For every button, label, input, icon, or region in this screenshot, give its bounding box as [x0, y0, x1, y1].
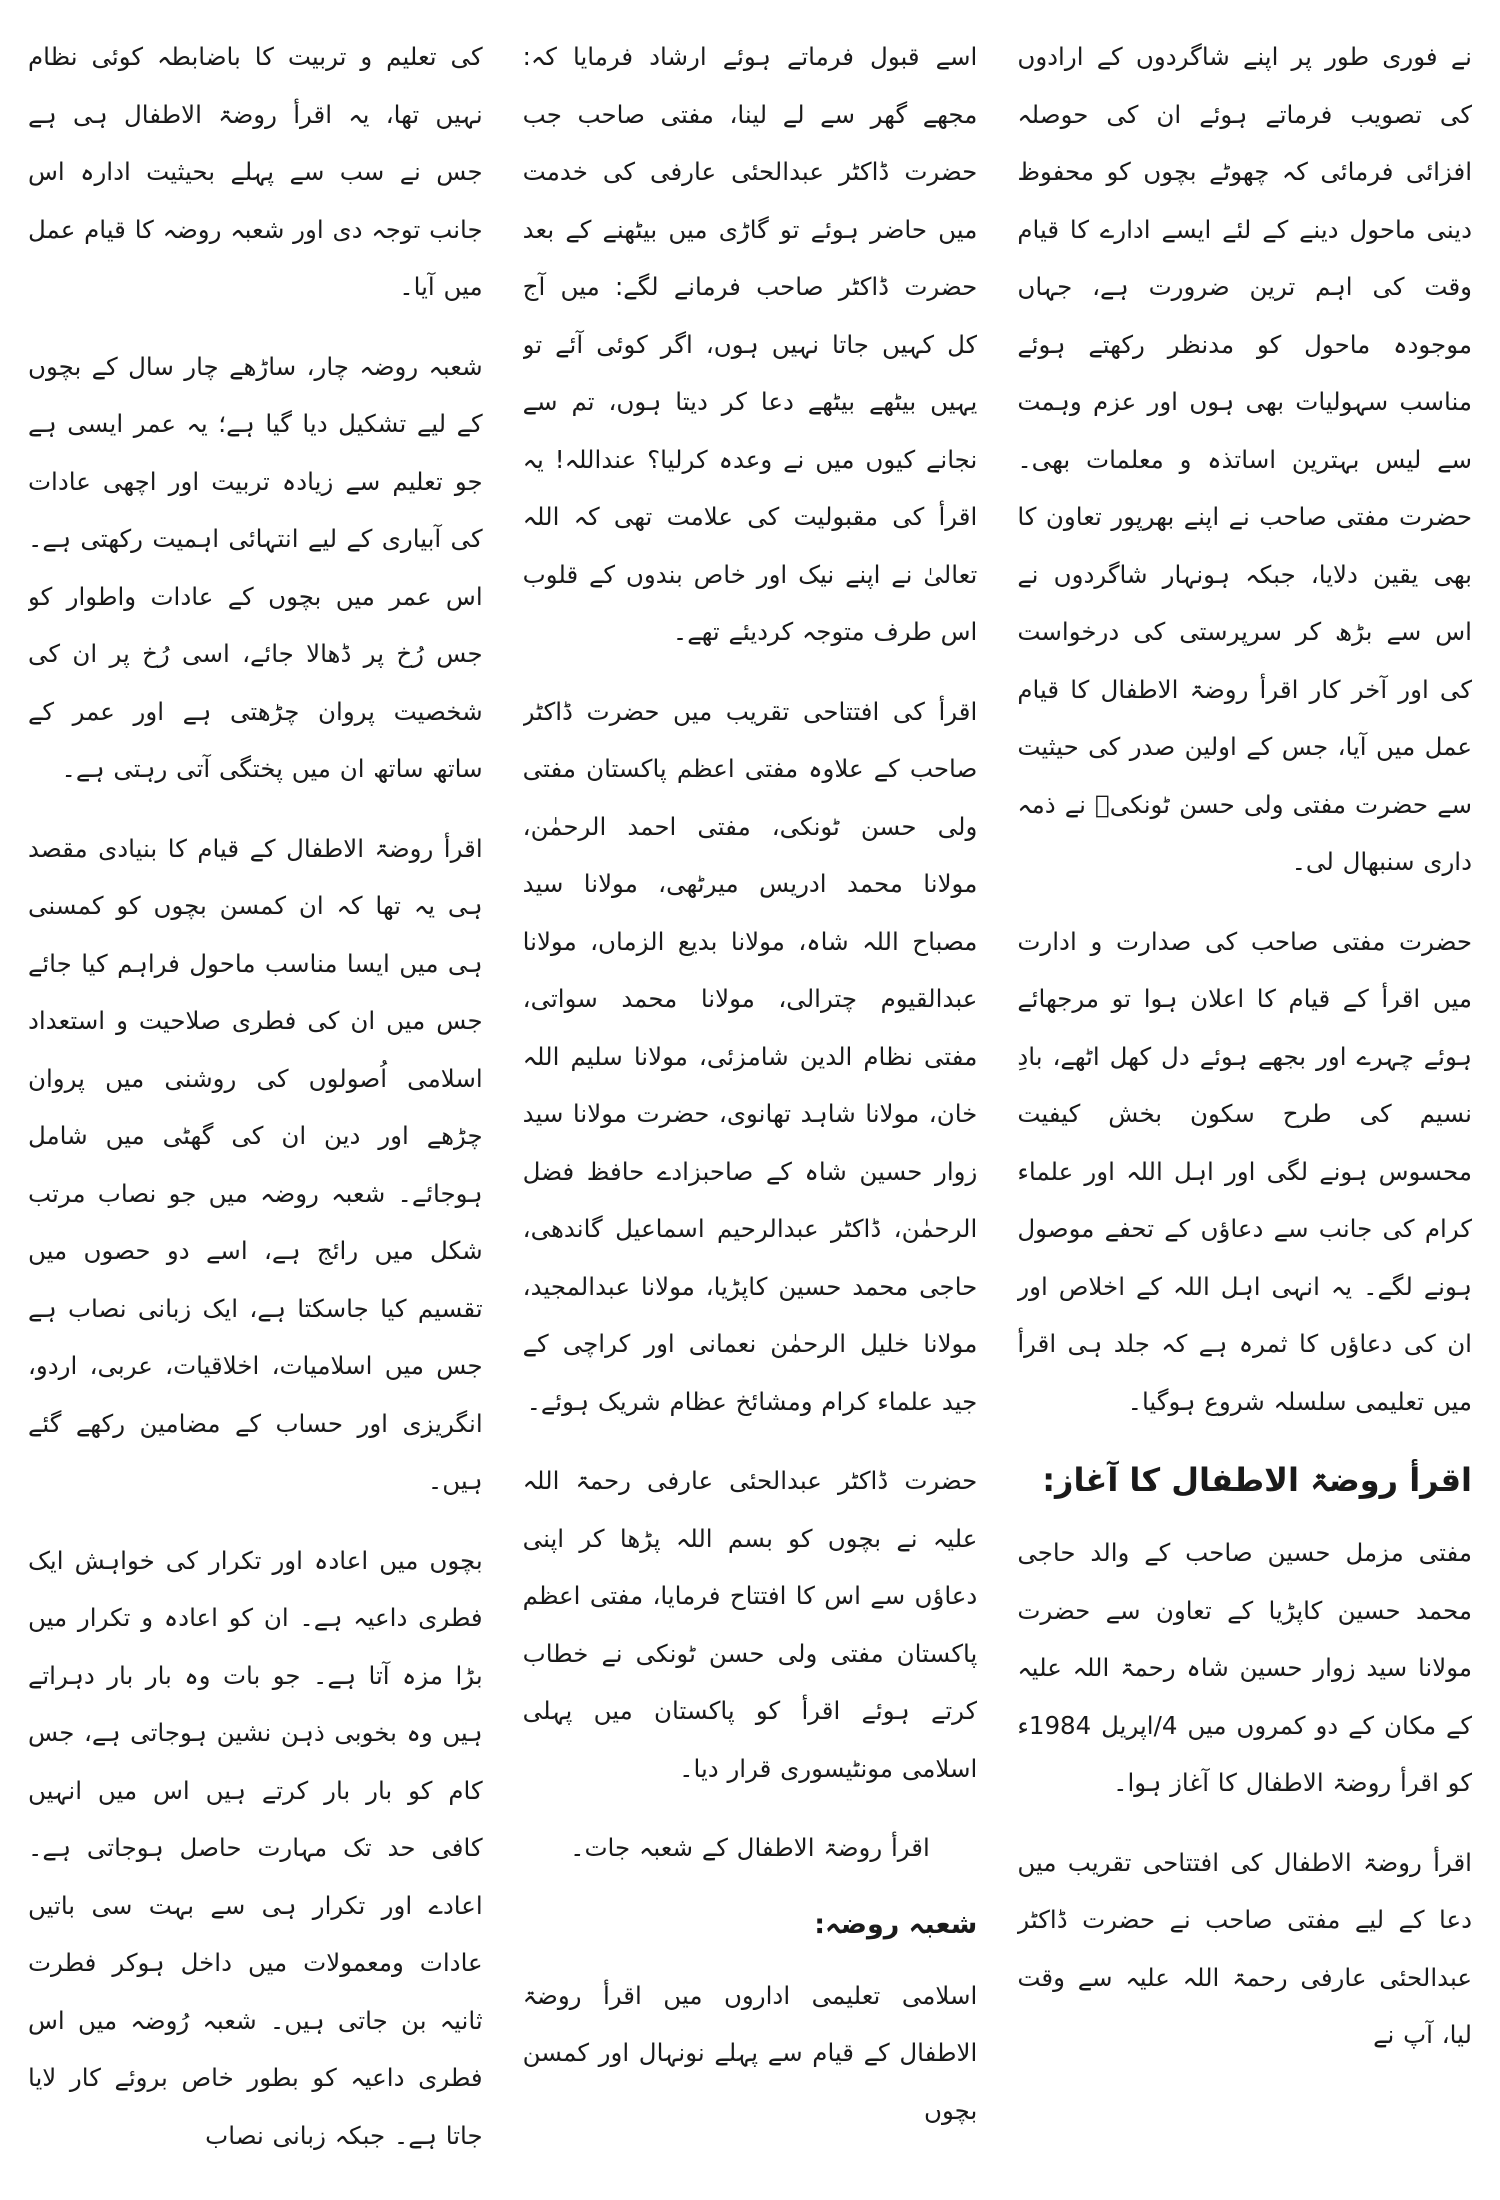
article-paragraph: مفتی مزمل حسین صاحب کے والد حاجی محمد حسین کاپڑیا کے تعاون سے حضرت مولانا سید زوار حسین شاہ رحمۃ اللہ علیہ کے مکان کے دو کمروں میں 4/اپریل 1984ء کو اقرأ روضۃ الاطفال کا آغاز ہوا۔: [1017, 1538, 1472, 1797]
section-heading: اقرأ روضۃ الاطفال کا آغاز:: [1042, 1461, 1472, 1499]
article-columns: [28, 28, 1472, 2200]
article-paragraph: اقرأ روضۃ الاطفال کی افتتاحی تقریب میں دعا کے لیے مفتی صاحب نے حضرت ڈاکٹر عبدالحئی عارفی رحمۃ اللہ علیہ سے وقت لیا، آپ نے: [1017, 1847, 1472, 2049]
article-paragraph: اسے قبول فرماتے ہوئے ارشاد فرمایا کہ: مجھے گھر سے لے لینا، مفتی صاحب جب حضرت ڈاکٹر عبدالحئی عارفی کی خدمت میں حاضر ہوئے تو گاڑی میں بیٹھنے کے بعد حضرت ڈاکٹر صاحب فرمانے لگے: میں آج کل کہیں جاتا نہیں ہوں، اگر کوئی آئے تو یہیں بیٹھے بیٹھے دعا کر دیتا ہوں، تم سے نجانے کیوں میں نے وعدہ کرلیا؟ عنداللہ! یہ اقرأ کی مقبولیت کی علامت تھی کہ اللہ تعالیٰ نے اپنے نیک اور خاص بندوں کے قلوب اس طرف متوجہ کردیئے تھے۔: [522, 42, 978, 646]
article-paragraph: اقرأ کی افتتاحی تقریب میں حضرت ڈاکٹر صاحب کے علاوہ مفتی اعظم پاکستان مفتی ولی حسن ٹونکی، مفتی احمد الرحمٰن، مولانا محمد ادریس میرٹھی، مولانا سید مصباح اللہ شاہ، مولانا بدیع الزماں، مولانا عبدالقیوم چترالی، مولانا محمد سواتی، مفتی نظام الدین شامزئی، مولانا سلیم اللہ خان، مولانا شاہد تھانوی، حضرت مولانا سید زوار حسین شاہ کے صاحبزادے حافظ فضل الرحمٰن، ڈاکٹر عبدالرحیم اسماعیل گاندھی، حاجی محمد حسین کاپڑیا، مولانا عبدالمجید، مولانا خلیل الرحمٰن نعمانی اور کراچی کے جید علماء کرام ومشائخ عظام شریک ہوئے۔: [522, 696, 978, 1416]
centered-line: اقرأ روضۃ الاطفال کے شعبہ جات۔: [570, 1833, 930, 1862]
article-paragraph: حضرت مفتی صاحب کی صدارت و ادارت میں اقرأ کے قیام کا اعلان ہوا تو مرجھائے ہوئے چہرے اور بجھے ہوئے دل کھل اٹھے، بادِ نسیم کی طرح سکون بخش کیفیت محسوس ہونے لگی اور اہل اللہ اور علماء کرام کی جانب سے دعاؤں کے تحفے موصول ہونے لگے۔ یہ انہی اہل اللہ کے اخلاص اور ان کی دعاؤں کا ثمرہ ہے کہ جلد ہی اقرأ میں تعلیمی سلسلہ شروع ہوگیا۔: [1017, 926, 1472, 1416]
article-paragraph: اسلامی تعلیمی اداروں میں اقرأ روضۃ الاطفال کے قیام سے پہلے نونہال اور کمسن بچوں: [522, 1980, 978, 2125]
article-paragraph: بچوں میں اعادہ اور تکرار کی خواہش ایک فطری داعیہ ہے۔ ان کو اعادہ و تکرار میں بڑا مزہ آتا ہے۔ جو بات وہ بار بار دہراتے ہیں وہ بخوبی ذہن نشین ہوجاتی ہے، جس کام کو بار بار کرتے ہیں اس میں انہیں کافی حد تک مہارت حاصل ہوجاتی ہے۔ اعادے اور تکرار ہی سے بہت سی باتیں عادات ومعمولات میں داخل ہوکر فطرت ثانیہ بن جاتی ہیں۔ شعبہ رُوضہ میں اس فطری داعیہ کو بطور خاص بروئے کار لایا جاتا ہے۔ جبکہ زبانی نصاب: [27, 1545, 483, 2150]
column-right: [1017, 28, 1472, 2200]
section-subheading: شعبہ روضہ:: [814, 1908, 978, 1940]
article-paragraph: اقرأ روضۃ الاطفال کے قیام کا بنیادی مقصد ہی یہ تھا کہ ان کمسن بچوں کو کمسنی ہی میں ایسا مناسب ماحول فراہم کیا جائے جس میں ان کی فطری صلاحیت و استعداد اسلامی اُصولوں کی روشنی میں پروان چڑھے اور دین ان کی گھٹی میں شامل ہوجائے۔ شعبہ روضہ میں جو نصاب مرتب شکل میں رائج ہے، اسے دو حصوں میں تقسیم کیا جاسکتا ہے، ایک زبانی نصاب ہے جس میں اسلامیات، اخلاقیات، عربی، اردو، انگریزی اور حساب کے مضامین رکھے گئے ہیں۔: [27, 833, 483, 1495]
column-middle: [523, 28, 978, 2200]
column-left: [28, 28, 483, 2200]
article-paragraph: کی تعلیم و تربیت کا باضابطہ کوئی نظام نہیں تھا، یہ اقرأ روضۃ الاطفال ہی ہے جس نے سب سے پہلے بحیثیت ادارہ اس جانب توجہ دی اور شعبہ روضہ کا قیام عمل میں آیا۔: [27, 42, 483, 301]
article-paragraph: نے فوری طور پر اپنے شاگردوں کے ارادوں کی تصویب فرماتے ہوئے ان کی حوصلہ افزائی فرمائی کہ چھوٹے بچوں کو محفوظ دینی ماحول دینے کے لئے ایسے ادارے کا قیام وقت کی اہم ترین ضرورت ہے، جہاں موجودہ ماحول کو مدنظر رکھتے ہوئے مناسب سہولیات بھی ہوں اور عزم وہمت سے لیس بہترین اساتذہ و معلمات بھی۔ حضرت مفتی صاحب نے اپنے بھرپور تعاون کا بھی یقین دلایا، جبکہ ہونہار شاگردوں نے اس سے بڑھ کر سرپرستی کی درخواست کی اور آخر کار اقرأ روضۃ الاطفال کا قیام عمل میں آیا، جس کے اولین صدر کی حیثیت سے حضرت مفتی ولی حسن ٹونکیؒ نے ذمہ داری سنبھال لی۔: [1017, 42, 1472, 876]
article-paragraph: حضرت ڈاکٹر عبدالحئی عارفی رحمۃ اللہ علیہ نے بچوں کو بسم اللہ پڑھا کر اپنی دعاؤں سے اس کا افتتاح فرمایا، مفتی اعظم پاکستان مفتی ولی حسن ٹونکی نے خطاب کرتے ہوئے اقرأ کو پاکستان میں پہلی اسلامی مونٹیسوری قرار دیا۔: [522, 1466, 978, 1783]
article-paragraph: شعبہ روضہ چار، ساڑھے چار سال کے بچوں کے لیے تشکیل دیا گیا ہے؛ یہ عمر ایسی ہے جو تعلیم سے زیادہ تربیت اور اچھی عادات کی آبیاری کے لیے انتہائی اہمیت رکھتی ہے۔ اس عمر میں بچوں کے عادات واطوار کو جس رُخ پر ڈھالا جائے، اسی رُخ پر ان کی شخصیت پروان چڑھتی ہے اور عمر کے ساتھ ساتھ ان میں پختگی آتی رہتی ہے۔: [27, 351, 483, 783]
